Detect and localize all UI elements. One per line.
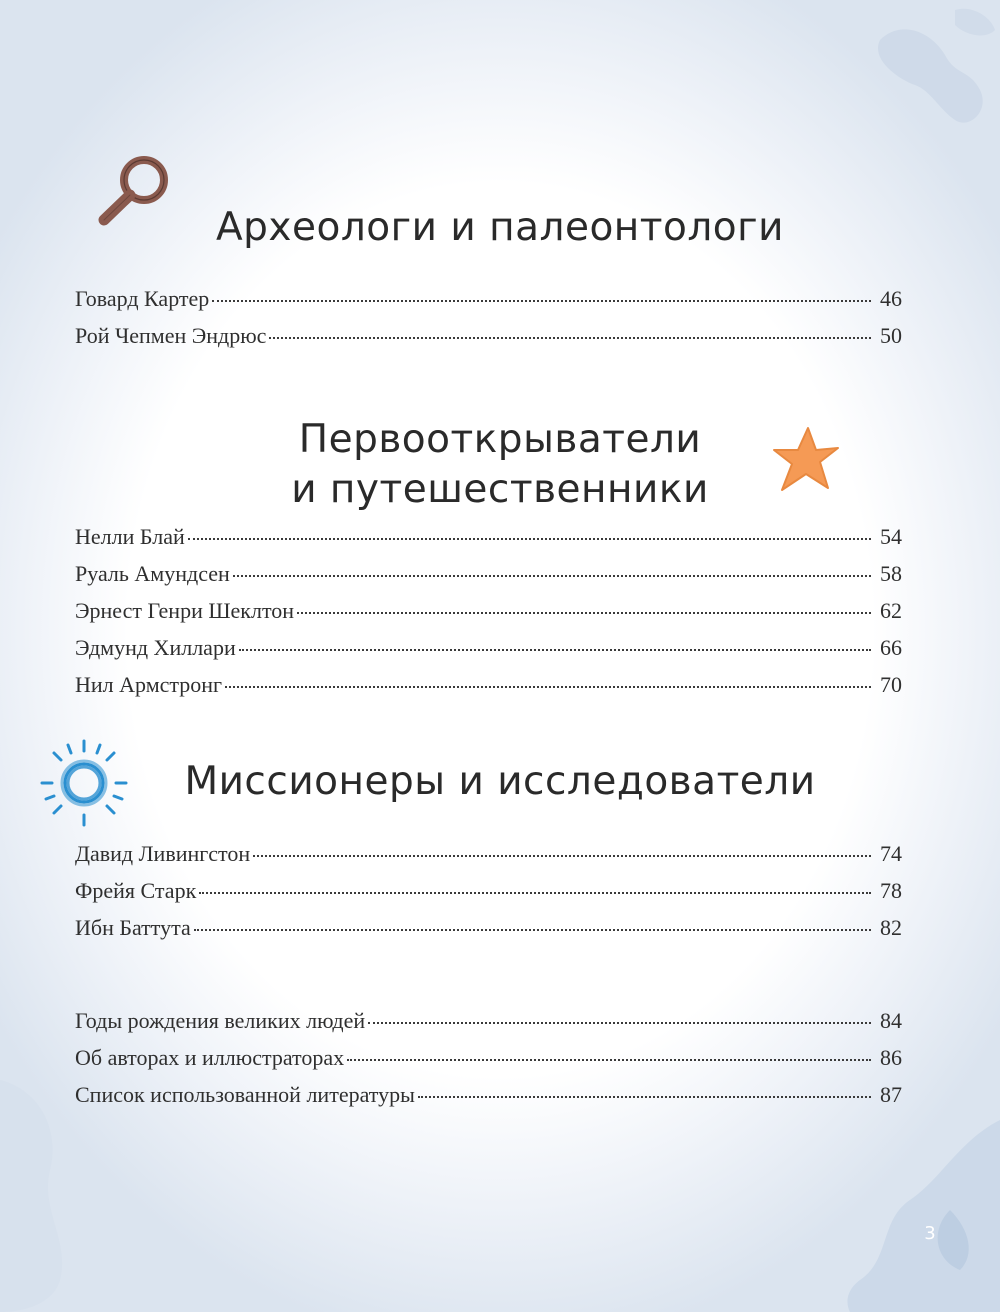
toc-entry-name: Годы рождения великих людей xyxy=(75,1008,366,1033)
toc-entry[interactable] xyxy=(75,280,902,317)
toc-entry-name: Говард Картер xyxy=(75,286,210,311)
toc-entry-page: 78 xyxy=(880,878,902,903)
toc-entry-name: Нил Армстронг xyxy=(75,672,223,697)
toc-entry[interactable] xyxy=(75,518,902,555)
toc-entry[interactable] xyxy=(75,1076,902,1113)
toc-entry-page: 74 xyxy=(880,841,902,866)
section-title-explorers-line1: Первооткрыватели xyxy=(298,417,702,462)
toc-entry-page: 87 xyxy=(880,1082,902,1107)
toc-entry-name: Эдмунд Хиллари xyxy=(75,635,236,660)
toc-entry-name: Нелли Блай xyxy=(75,524,185,549)
toc-entry[interactable] xyxy=(75,555,902,592)
toc-entry-page: 62 xyxy=(880,598,902,623)
toc-entry-page: 84 xyxy=(880,1008,902,1033)
toc-entry-name: Список использованной литературы xyxy=(75,1082,415,1107)
dot-leader xyxy=(188,538,871,540)
toc-entry-page: 82 xyxy=(880,915,902,940)
dot-leader xyxy=(194,929,871,931)
toc-list-missionaries xyxy=(75,835,902,946)
toc-entry-page: 58 xyxy=(880,561,902,586)
toc-entry-name: Эрнест Генри Шеклтон xyxy=(75,598,295,623)
dot-leader xyxy=(368,1022,871,1024)
dot-leader xyxy=(253,855,871,857)
toc-list-appendix xyxy=(75,1002,902,1113)
dot-leader xyxy=(233,575,871,577)
dot-leader xyxy=(418,1096,871,1098)
dot-leader xyxy=(212,300,871,302)
toc-entry-name: Фрейя Старк xyxy=(75,878,197,903)
section-title-missionaries: Миссионеры и исследователи xyxy=(184,759,816,804)
toc-entry-page: 70 xyxy=(880,672,902,697)
dot-leader xyxy=(347,1059,871,1061)
toc-entry-name: Руаль Амундсен xyxy=(75,561,230,586)
section-title-archaeologists: Археологи и палеонтологи xyxy=(215,205,785,250)
toc-entry[interactable] xyxy=(75,835,902,872)
section-title-explorers-line2: и путешественники xyxy=(291,467,709,512)
toc-entry[interactable] xyxy=(75,1002,902,1039)
toc-entry-page: 66 xyxy=(880,635,902,660)
toc-entry[interactable] xyxy=(75,909,902,946)
toc-entry[interactable] xyxy=(75,317,902,354)
dot-leader xyxy=(269,337,871,339)
toc-entry[interactable] xyxy=(75,592,902,629)
dot-leader xyxy=(225,686,871,688)
dot-leader xyxy=(199,892,871,894)
toc-entry-page: 54 xyxy=(880,524,902,549)
toc-entry-name: Об авторах и иллюстраторах xyxy=(75,1045,345,1070)
toc-entry[interactable] xyxy=(75,629,902,666)
toc-entry[interactable] xyxy=(75,1039,902,1076)
dot-leader xyxy=(239,649,871,651)
toc-entry-name: Рой Чепмен Эндрюс xyxy=(75,323,267,348)
toc-entry-name: Ибн Баттута xyxy=(75,915,191,940)
toc-entry-page: 46 xyxy=(880,286,902,311)
page-number: 3 xyxy=(924,1223,936,1244)
toc-entry[interactable] xyxy=(75,666,902,703)
toc-list-archaeologists xyxy=(75,280,902,354)
toc-entry-name: Давид Ливингстон xyxy=(75,841,251,866)
star-icon xyxy=(768,422,842,496)
toc-entry-page: 86 xyxy=(880,1045,902,1070)
toc-entry-page: 50 xyxy=(880,323,902,348)
toc-list-explorers xyxy=(75,518,902,703)
toc-entry[interactable] xyxy=(75,872,902,909)
dot-leader xyxy=(297,612,871,614)
